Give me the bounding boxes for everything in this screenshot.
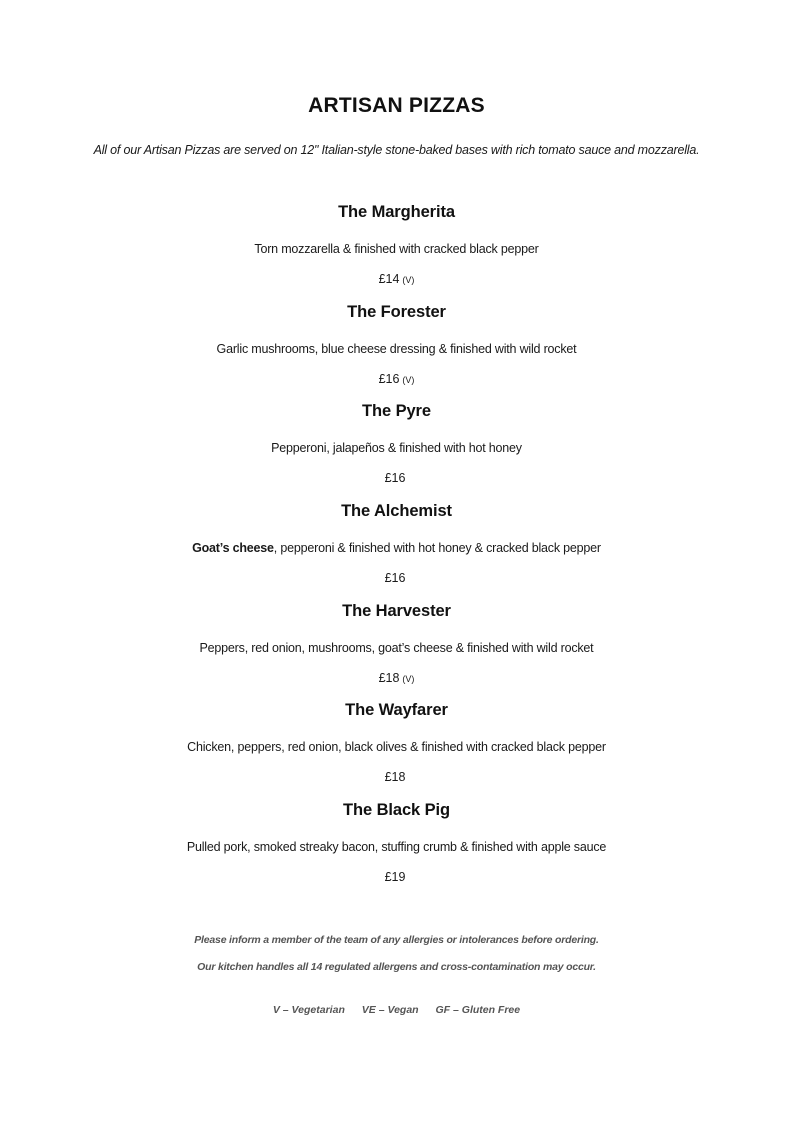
legend-item-vegetarian: V – Vegetarian bbox=[272, 1004, 345, 1016]
item-description-text: Garlic mushrooms, blue cheese dressing & finished with wild rocket bbox=[216, 341, 577, 356]
allergy-notice: Please inform a member of the team of any allergies or intolerances before ordering. bbox=[194, 934, 599, 946]
menu-item bbox=[0, 203, 793, 303]
legend-item-gluten-free: GF – Gluten Free bbox=[435, 1004, 521, 1016]
item-description-bold: Goat’s cheese bbox=[192, 541, 274, 556]
item-price bbox=[0, 870, 793, 884]
item-price bbox=[0, 571, 793, 585]
item-price bbox=[0, 272, 793, 286]
item-description-text: Peppers, red onion, mushrooms, goat’s cheese & finished with wild rocket bbox=[199, 640, 594, 655]
item-price bbox=[0, 471, 793, 485]
item-name: The Forester bbox=[347, 302, 446, 321]
price-value: £16 bbox=[378, 371, 400, 386]
item-name: The Pyre bbox=[362, 402, 431, 421]
legend-item-vegan: VE – Vegan bbox=[361, 1004, 419, 1016]
menu-item bbox=[0, 502, 793, 602]
item-description bbox=[0, 541, 793, 555]
page-title: ARTISAN PIZZAS bbox=[308, 94, 485, 117]
dietary-tag: (V) bbox=[402, 374, 415, 385]
menu-item bbox=[0, 402, 793, 502]
item-description-text: Chicken, peppers, red onion, black olives & finished with cracked black pepper bbox=[187, 740, 606, 755]
price-value: £18 bbox=[384, 770, 406, 785]
menu-item bbox=[0, 303, 793, 403]
item-description-text: Torn mozzarella & finished with cracked black pepper bbox=[254, 242, 539, 256]
item-description-text: , pepperoni & finished with hot honey & cracked black pepper bbox=[273, 541, 601, 556]
item-name: The Harvester bbox=[342, 601, 451, 620]
item-price bbox=[0, 671, 793, 685]
item-name: The Black Pig bbox=[343, 801, 450, 820]
item-description bbox=[0, 441, 793, 455]
item-description bbox=[0, 242, 793, 256]
price-value: £16 bbox=[384, 571, 406, 586]
price-value: £14 bbox=[378, 272, 400, 286]
price-value: £19 bbox=[384, 870, 406, 885]
price-value: £16 bbox=[384, 471, 406, 486]
dietary-tag: (V) bbox=[402, 275, 415, 285]
item-description-text: Pulled pork, smoked streaky bacon, stuffing crumb & finished with apple sauce bbox=[186, 840, 607, 855]
item-price bbox=[0, 372, 793, 386]
item-description bbox=[0, 840, 793, 854]
item-price bbox=[0, 770, 793, 784]
menu-item bbox=[0, 602, 793, 702]
dietary-legend bbox=[0, 1004, 793, 1016]
item-name: The Wayfarer bbox=[345, 701, 448, 720]
menu-item bbox=[0, 701, 793, 801]
allergy-notice: Our kitchen handles all 14 regulated allergens and cross-contamination may occur. bbox=[197, 961, 596, 973]
item-description bbox=[0, 342, 793, 356]
item-description bbox=[0, 641, 793, 655]
intro-text: All of our Artisan Pizzas are served on 12" Italian-style stone-baked bases with rich tomato sauce and mozzarella. bbox=[93, 143, 700, 157]
item-name: The Margherita bbox=[338, 203, 455, 221]
item-description bbox=[0, 740, 793, 754]
item-description-text: Pepperoni, jalapeños & finished with hot honey bbox=[271, 441, 522, 456]
dietary-tag: (V) bbox=[402, 673, 415, 684]
item-name: The Alchemist bbox=[341, 502, 452, 521]
pizza-list bbox=[0, 203, 793, 901]
menu-item bbox=[0, 801, 793, 901]
price-value: £18 bbox=[378, 670, 400, 685]
